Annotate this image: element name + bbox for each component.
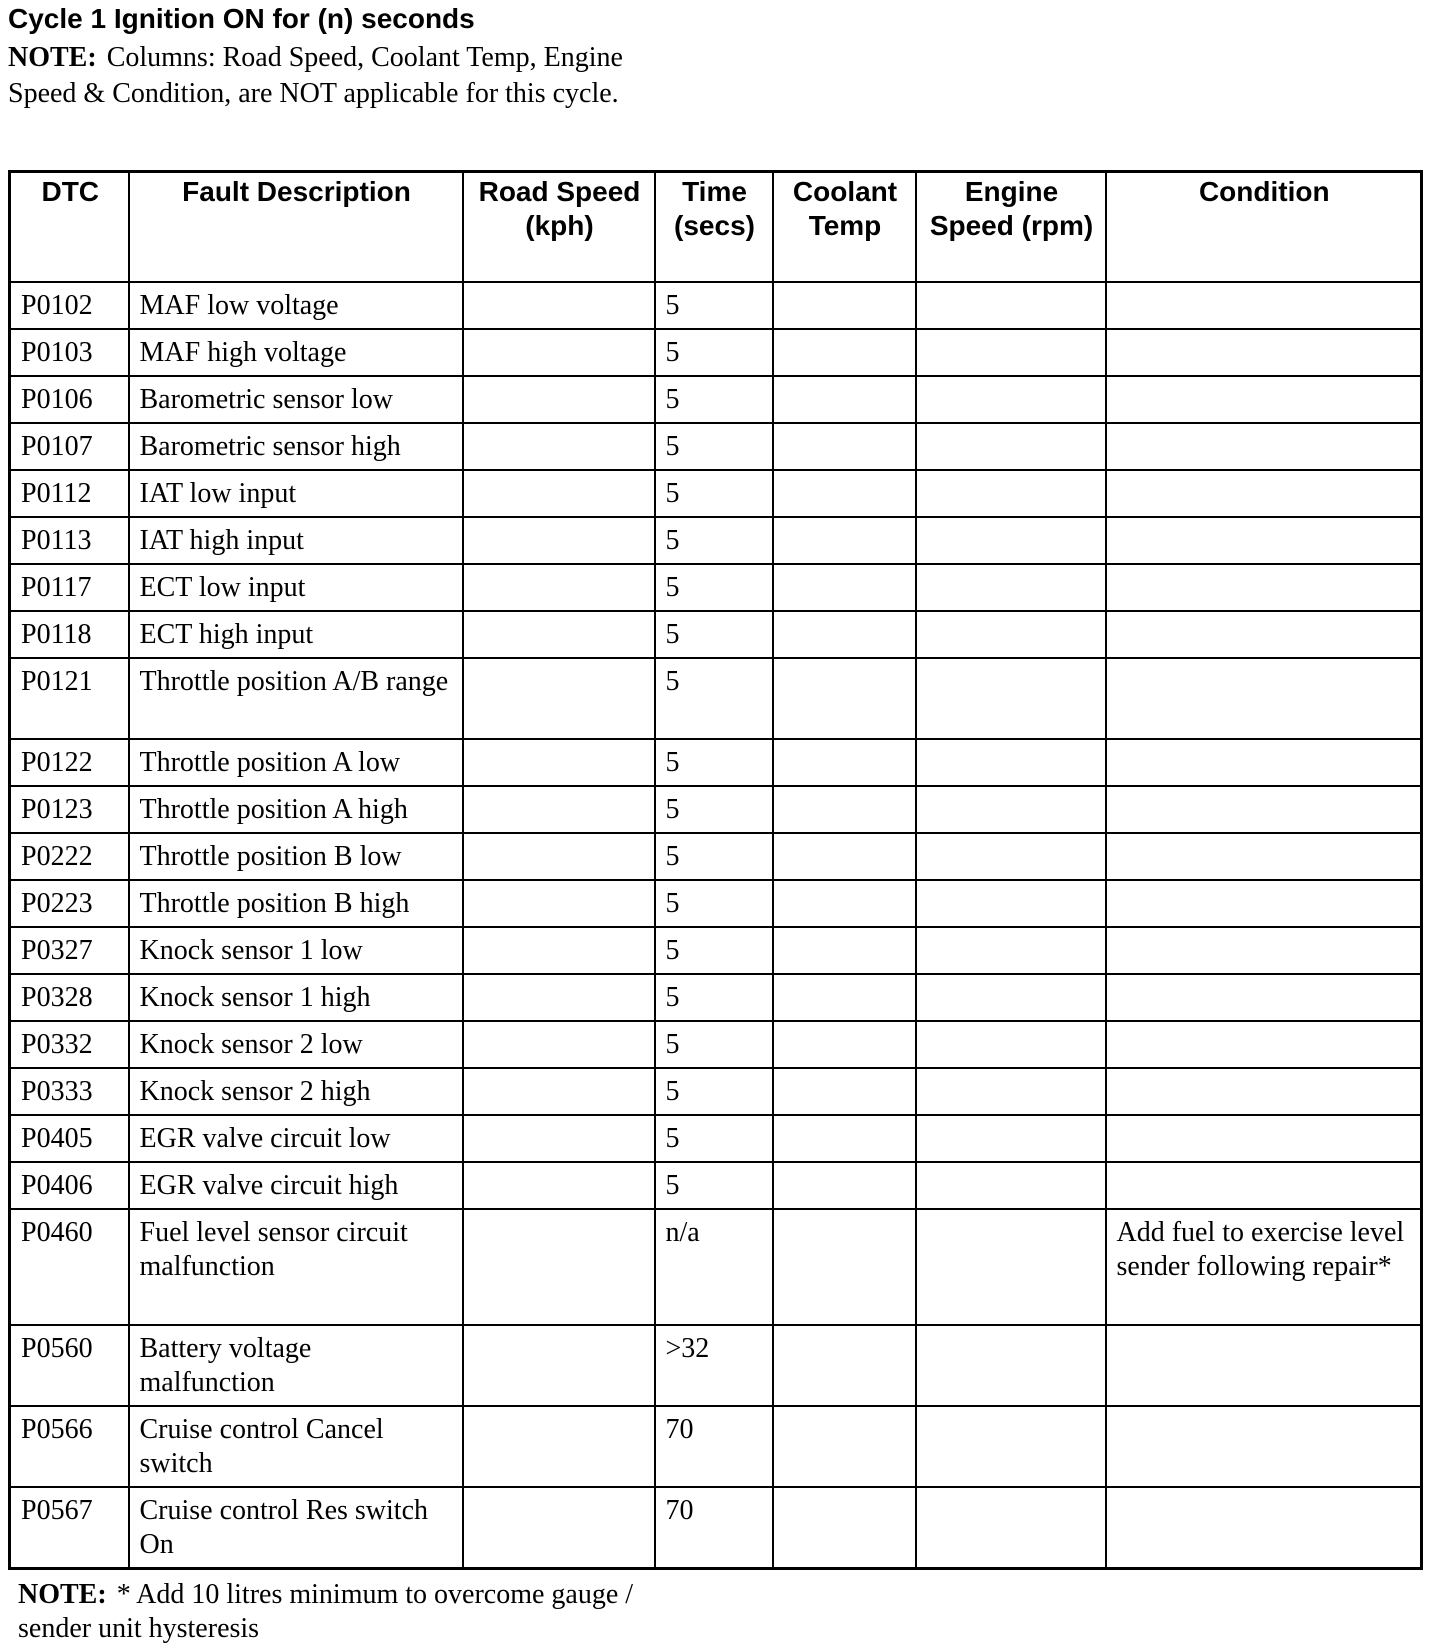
cell-time: 5 — [655, 880, 773, 927]
table-row — [10, 927, 1422, 974]
table-row — [10, 329, 1422, 376]
note-top-label: NOTE: — [8, 42, 97, 73]
cell-condition — [1106, 282, 1422, 329]
cell-road-speed — [463, 423, 655, 470]
cell-road-speed — [463, 282, 655, 329]
cell-dtc: P0102 — [10, 282, 129, 329]
cell-time: 5 — [655, 974, 773, 1021]
cell-dtc: P0406 — [10, 1162, 129, 1209]
cell-road-speed — [463, 1021, 655, 1068]
cell-engine-speed — [916, 423, 1106, 470]
cell-fault: Barometric sensor low — [129, 376, 463, 423]
cell-fault: Fuel level sensor circuit malfunction — [129, 1209, 463, 1325]
cell-fault: Throttle position B high — [129, 880, 463, 927]
note-top-text: Columns: Road Speed, Coolant Temp, Engine Speed & Condition, are NOT applicable for this cycle. — [8, 42, 623, 109]
dtc-table — [8, 170, 1423, 1570]
header-time: Time (secs) — [655, 172, 773, 283]
cell-fault: ECT high input — [129, 611, 463, 658]
cell-dtc: P0107 — [10, 423, 129, 470]
cell-coolant — [773, 1021, 916, 1068]
cell-condition — [1106, 833, 1422, 880]
cell-road-speed — [463, 1162, 655, 1209]
cell-dtc: P0566 — [10, 1406, 129, 1487]
cell-engine-speed — [916, 1487, 1106, 1569]
cell-coolant — [773, 376, 916, 423]
cell-engine-speed — [916, 974, 1106, 1021]
table-row — [10, 1115, 1422, 1162]
cell-dtc: P0328 — [10, 974, 129, 1021]
cell-coolant — [773, 658, 916, 739]
cell-fault: Knock sensor 2 low — [129, 1021, 463, 1068]
cell-dtc: P0332 — [10, 1021, 129, 1068]
table-row — [10, 974, 1422, 1021]
cell-road-speed — [463, 658, 655, 739]
cell-time: 5 — [655, 1115, 773, 1162]
cell-condition — [1106, 329, 1422, 376]
cell-fault: Knock sensor 1 high — [129, 974, 463, 1021]
cell-fault: MAF low voltage — [129, 282, 463, 329]
table-row — [10, 1325, 1422, 1406]
table-row — [10, 423, 1422, 470]
header-condition: Condition — [1106, 172, 1422, 283]
table-row — [10, 611, 1422, 658]
cell-dtc: P0121 — [10, 658, 129, 739]
cell-road-speed — [463, 517, 655, 564]
cell-road-speed — [463, 880, 655, 927]
header-road-speed: Road Speed (kph) — [463, 172, 655, 283]
cell-road-speed — [463, 611, 655, 658]
cell-dtc: P0222 — [10, 833, 129, 880]
cell-condition — [1106, 658, 1422, 739]
cell-condition: Add fuel to exercise level sender following repair* — [1106, 1209, 1422, 1325]
cell-dtc: P0223 — [10, 880, 129, 927]
table-row — [10, 564, 1422, 611]
table-row — [10, 1487, 1422, 1569]
cell-fault: EGR valve circuit low — [129, 1115, 463, 1162]
cell-coolant — [773, 1068, 916, 1115]
page-title: Cycle 1 Ignition ON for (n) seconds — [8, 3, 475, 34]
header-fault-description: Fault Description — [129, 172, 463, 283]
cell-road-speed — [463, 974, 655, 1021]
cell-engine-speed — [916, 376, 1106, 423]
cell-engine-speed — [916, 880, 1106, 927]
cell-time: 5 — [655, 786, 773, 833]
cell-coolant — [773, 1115, 916, 1162]
cell-time: 5 — [655, 1068, 773, 1115]
cell-dtc: P0333 — [10, 1068, 129, 1115]
note-bottom-text: * Add 10 litres minimum to overcome gauge / sender unit hysteresis — [18, 1579, 634, 1644]
cell-engine-speed — [916, 1406, 1106, 1487]
cell-coolant — [773, 470, 916, 517]
cell-fault: EGR valve circuit high — [129, 1162, 463, 1209]
cell-coolant — [773, 786, 916, 833]
cell-road-speed — [463, 833, 655, 880]
cell-road-speed — [463, 1487, 655, 1569]
table-row — [10, 658, 1422, 739]
cell-coolant — [773, 564, 916, 611]
table-row — [10, 1406, 1422, 1487]
cell-road-speed — [463, 927, 655, 974]
note-bottom — [18, 1578, 698, 1646]
cell-time: 5 — [655, 564, 773, 611]
cell-condition — [1106, 1115, 1422, 1162]
cell-dtc: P0123 — [10, 786, 129, 833]
cell-engine-speed — [916, 470, 1106, 517]
cell-coolant — [773, 880, 916, 927]
cell-engine-speed — [916, 1115, 1106, 1162]
cell-fault: Throttle position B low — [129, 833, 463, 880]
cell-coolant — [773, 1209, 916, 1325]
cell-fault: Throttle position A low — [129, 739, 463, 786]
cell-road-speed — [463, 1068, 655, 1115]
cell-road-speed — [463, 739, 655, 786]
cell-condition — [1106, 517, 1422, 564]
cell-time: 5 — [655, 423, 773, 470]
cell-condition — [1106, 880, 1422, 927]
cell-condition — [1106, 1021, 1422, 1068]
cell-engine-speed — [916, 611, 1106, 658]
cell-fault: Battery voltage malfunction — [129, 1325, 463, 1406]
cell-engine-speed — [916, 1068, 1106, 1115]
cell-dtc: P0113 — [10, 517, 129, 564]
cell-dtc: P0567 — [10, 1487, 129, 1569]
cell-time: 5 — [655, 658, 773, 739]
cell-fault: MAF high voltage — [129, 329, 463, 376]
cell-time: 5 — [655, 282, 773, 329]
cell-engine-speed — [916, 1162, 1106, 1209]
cell-time: 70 — [655, 1406, 773, 1487]
cell-coolant — [773, 974, 916, 1021]
cell-engine-speed — [916, 927, 1106, 974]
cell-fault: Cruise control Res switch On — [129, 1487, 463, 1569]
cell-engine-speed — [916, 1209, 1106, 1325]
cell-road-speed — [463, 1325, 655, 1406]
table-row — [10, 517, 1422, 564]
cell-dtc: P0327 — [10, 927, 129, 974]
header-coolant-temp: Coolant Temp — [773, 172, 916, 283]
table-row — [10, 470, 1422, 517]
table-row — [10, 282, 1422, 329]
table-row — [10, 1162, 1422, 1209]
header-dtc: DTC — [10, 172, 129, 283]
cell-dtc: P0117 — [10, 564, 129, 611]
cell-road-speed — [463, 1406, 655, 1487]
table-row — [10, 1209, 1422, 1325]
cell-coolant — [773, 611, 916, 658]
table-row — [10, 376, 1422, 423]
note-top — [8, 40, 668, 112]
cell-road-speed — [463, 470, 655, 517]
cell-fault: Barometric sensor high — [129, 423, 463, 470]
cell-road-speed — [463, 1209, 655, 1325]
cell-condition — [1106, 470, 1422, 517]
cell-condition — [1106, 974, 1422, 1021]
cell-condition — [1106, 927, 1422, 974]
cell-coolant — [773, 329, 916, 376]
table-row — [10, 1021, 1422, 1068]
cell-fault: Throttle position A high — [129, 786, 463, 833]
cell-coolant — [773, 282, 916, 329]
cell-dtc: P0106 — [10, 376, 129, 423]
cell-engine-speed — [916, 833, 1106, 880]
cell-condition — [1106, 1487, 1422, 1569]
table-row — [10, 833, 1422, 880]
cell-condition — [1106, 786, 1422, 833]
cell-coolant — [773, 1487, 916, 1569]
note-bottom-label: NOTE: — [18, 1579, 107, 1610]
cell-time: 5 — [655, 611, 773, 658]
cell-dtc: P0112 — [10, 470, 129, 517]
cell-time: >32 — [655, 1325, 773, 1406]
cell-road-speed — [463, 376, 655, 423]
cell-time: 70 — [655, 1487, 773, 1569]
cell-road-speed — [463, 329, 655, 376]
cell-coolant — [773, 1325, 916, 1406]
cell-time: 5 — [655, 739, 773, 786]
cell-road-speed — [463, 564, 655, 611]
cell-engine-speed — [916, 658, 1106, 739]
cell-time: 5 — [655, 470, 773, 517]
cell-condition — [1106, 1325, 1422, 1406]
cell-road-speed — [463, 1115, 655, 1162]
table-header-row — [10, 172, 1422, 283]
cell-condition — [1106, 564, 1422, 611]
cell-engine-speed — [916, 564, 1106, 611]
table-row — [10, 1068, 1422, 1115]
cell-fault: Throttle position A/B range — [129, 658, 463, 739]
cell-dtc: P0103 — [10, 329, 129, 376]
cell-dtc: P0460 — [10, 1209, 129, 1325]
cell-time: 5 — [655, 927, 773, 974]
cell-time: 5 — [655, 329, 773, 376]
cell-fault: ECT low input — [129, 564, 463, 611]
table-row — [10, 739, 1422, 786]
cell-coolant — [773, 1162, 916, 1209]
cell-engine-speed — [916, 1021, 1106, 1068]
cell-fault: Knock sensor 1 low — [129, 927, 463, 974]
cell-engine-speed — [916, 786, 1106, 833]
cell-condition — [1106, 611, 1422, 658]
cell-engine-speed — [916, 517, 1106, 564]
cell-condition — [1106, 1162, 1422, 1209]
cell-dtc: P0118 — [10, 611, 129, 658]
cell-coolant — [773, 739, 916, 786]
cell-time: 5 — [655, 1162, 773, 1209]
cell-time: 5 — [655, 1021, 773, 1068]
cell-coolant — [773, 927, 916, 974]
cell-condition — [1106, 1068, 1422, 1115]
cell-condition — [1106, 739, 1422, 786]
cell-fault: IAT high input — [129, 517, 463, 564]
cell-engine-speed — [916, 1325, 1106, 1406]
cell-condition — [1106, 376, 1422, 423]
cell-coolant — [773, 517, 916, 564]
table-row — [10, 880, 1422, 927]
cell-fault: Knock sensor 2 high — [129, 1068, 463, 1115]
cell-engine-speed — [916, 282, 1106, 329]
cell-fault: Cruise control Cancel switch — [129, 1406, 463, 1487]
cell-time: 5 — [655, 517, 773, 564]
cell-coolant — [773, 833, 916, 880]
cell-road-speed — [463, 786, 655, 833]
table-row — [10, 786, 1422, 833]
cell-coolant — [773, 423, 916, 470]
cell-coolant — [773, 1406, 916, 1487]
cell-time: 5 — [655, 376, 773, 423]
cell-engine-speed — [916, 739, 1106, 786]
cell-time: n/a — [655, 1209, 773, 1325]
header-engine-speed: Engine Speed (rpm) — [916, 172, 1106, 283]
cell-dtc: P0122 — [10, 739, 129, 786]
cell-condition — [1106, 1406, 1422, 1487]
cell-time: 5 — [655, 833, 773, 880]
cell-dtc: P0405 — [10, 1115, 129, 1162]
cell-condition — [1106, 423, 1422, 470]
cell-engine-speed — [916, 329, 1106, 376]
cell-dtc: P0560 — [10, 1325, 129, 1406]
cell-fault: IAT low input — [129, 470, 463, 517]
